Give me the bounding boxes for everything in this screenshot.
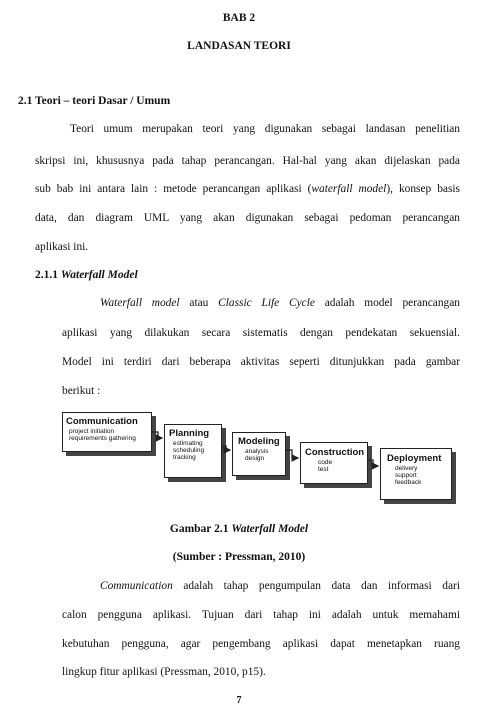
stage-item: feedback: [395, 479, 422, 487]
section-title: Waterfall Model: [60, 269, 138, 281]
text-run: atau: [179, 297, 219, 309]
caption-italic: Waterfall Model: [231, 523, 309, 535]
stage-title: Construction: [305, 447, 365, 458]
section-number: 2.1.1: [35, 269, 61, 281]
stage-title: Deployment: [387, 453, 442, 464]
flow-arrows: [62, 410, 462, 510]
section-heading-2-1: 2.1 Teori – teori Dasar / Umum: [18, 95, 171, 107]
paragraph-line: Model ini terdiri dari beberapa aktivitas seperti ditunjukkan pada gambar: [62, 356, 460, 368]
stage-item: project initiation: [69, 428, 115, 435]
arrow-icon: [285, 450, 298, 458]
chapter-title: LANDASAN TEORI: [187, 40, 291, 52]
page-number: 7: [236, 695, 242, 706]
stage-item: tracking: [173, 454, 196, 462]
italic-term: waterfall model: [311, 183, 387, 195]
chapter-label: BAB 2: [222, 12, 256, 24]
stage-item: delivery: [395, 465, 418, 472]
paragraph-line: lingkup fitur aplikasi (Pressman, 2010, p15).: [62, 666, 266, 678]
arrow-icon: [221, 446, 230, 450]
text-run: adalah model perancangan: [314, 297, 461, 309]
stage-item: estimating: [173, 440, 203, 447]
stage-item: test: [318, 466, 329, 474]
section-heading-2-1-1: [35, 269, 138, 281]
paragraph-line: berikut :: [62, 385, 101, 397]
stage-item: analysis: [245, 448, 269, 455]
waterfall-diagram: [62, 410, 462, 510]
italic-term: Classic Life Cycle: [218, 297, 315, 309]
paragraph-line: [100, 297, 460, 309]
paragraph-line: [35, 183, 460, 195]
paragraph-line: kebutuhan pengguna, agar pengembang aplikasi dapat menetapkan ruang: [62, 638, 460, 650]
text-run: sub bab ini antara lain : metode perancangan aplikasi (: [35, 183, 312, 195]
stage-title: Communication: [66, 416, 138, 427]
paragraph-line: calon pengguna aplikasi. Tujuan dari tahap ini adalah untuk memahami: [62, 609, 460, 621]
paragraph-line: aplikasi ini.: [35, 241, 89, 253]
stage-item: code: [318, 459, 333, 466]
text-run: ), konsep basis: [386, 183, 460, 195]
arrow-icon: [151, 432, 162, 438]
paragraph-line: aplikasi yang dilakukan secara sistematis dengan pendekatan sekuensial.: [62, 327, 460, 339]
stage-item: scheduling: [173, 447, 205, 455]
paragraph-line: data, dan diagram UML yang akan digunakan sebagai pedoman perancangan: [35, 212, 460, 224]
italic-term: Communication: [100, 580, 173, 592]
stage-title: Modeling: [238, 436, 280, 447]
text-run: adalah tahap pengumpulan data dan informasi dari: [172, 580, 460, 592]
figure-source: (Sumber : Pressman, 2010): [172, 551, 306, 563]
italic-term: Waterfall model: [100, 297, 180, 309]
paragraph-line: [100, 580, 460, 592]
figure-caption: [0, 523, 478, 535]
stage-item: design: [245, 455, 265, 463]
stage-item: requirements gathering: [69, 435, 136, 443]
stage-title: Planning: [169, 428, 210, 439]
paragraph-line: Teori umum merupakan teori yang digunakan sebagai landasan penelitian: [70, 123, 460, 135]
stage-item: support: [395, 472, 417, 480]
caption-prefix: Gambar 2.1: [169, 523, 232, 535]
paragraph-line: skripsi ini, khususnya pada tahap perancangan. Hal-hal yang akan dijelaskan pada: [35, 155, 460, 167]
arrow-icon: [367, 460, 378, 466]
